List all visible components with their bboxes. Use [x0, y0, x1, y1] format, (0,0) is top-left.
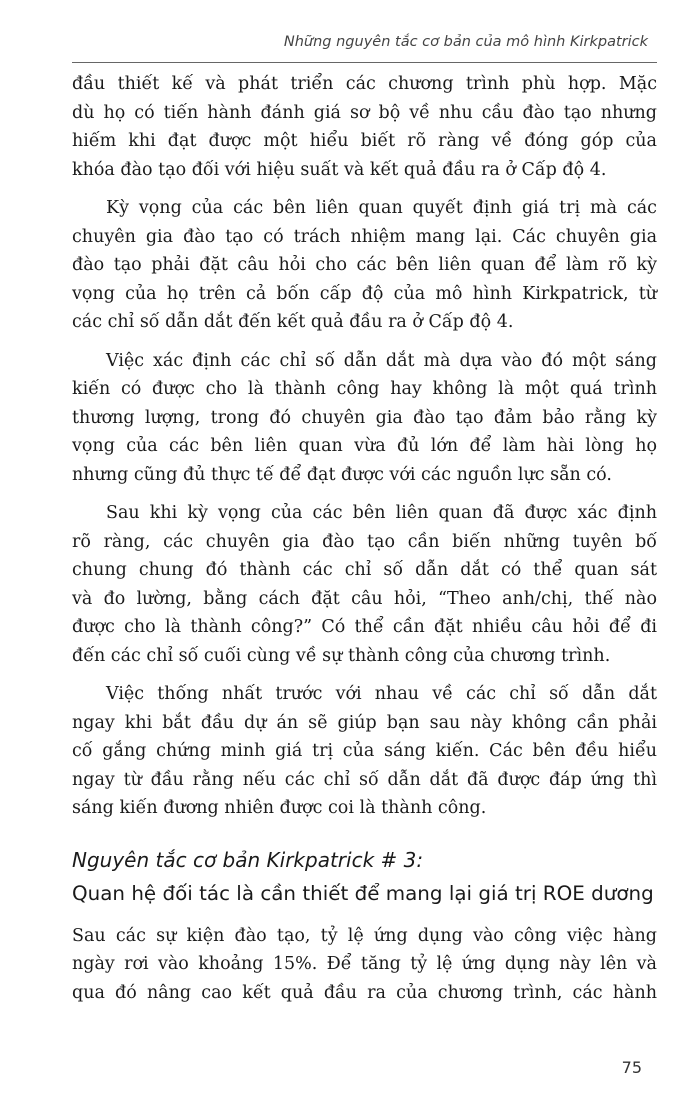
text-line: vọng của các bên liên quan vừa đủ lớn để làm hài lòng họ	[72, 436, 657, 456]
text-line: các chỉ số dẫn dắt đến kết quả đầu ra ở Cấp độ 4.	[72, 312, 514, 332]
heading-subtitle: Quan hệ đối tác là cần thiết để mang lại giá trị ROE dương	[72, 881, 654, 905]
paragraph-2	[72, 194, 657, 337]
text-line: chung chung đó thành các chỉ số dẫn dắt có thể quan sát	[72, 560, 657, 580]
page-body	[72, 70, 657, 1017]
text-line: đào tạo phải đặt câu hỏi cho các bên liên quan để làm rõ kỳ	[72, 255, 657, 275]
text-line: đầu thiết kế và phát triển các chương trình phù hợp. Mặc	[72, 74, 657, 94]
text-line: và đo lường, bằng cách đặt câu hỏi, “Theo anh/chị, thế nào	[72, 588, 657, 609]
text-line: Việc thống nhất trước với nhau về các chỉ số dẫn dắt	[106, 684, 657, 704]
text-line: được cho là thành công?” Có thể cần đặt nhiều câu hỏi để đi	[72, 617, 657, 637]
paragraph-3	[72, 347, 657, 490]
section-heading	[72, 844, 657, 910]
text-line: Sau khi kỳ vọng của các bên liên quan đã được xác định	[106, 503, 657, 523]
paragraph-5	[72, 680, 657, 823]
text-line: kiến có được cho là thành công hay không là một quá trình	[72, 379, 657, 399]
text-line: hiếm khi đạt được một hiểu biết rõ ràng về đóng góp của	[72, 131, 657, 151]
text-line: ngày rơi vào khoảng 15%. Để tăng tỷ lệ ứng dụng này lên và	[72, 954, 657, 974]
text-line: vọng của họ trên cả bốn cấp độ của mô hình Kirkpatrick, từ	[72, 283, 657, 304]
text-line: sáng kiến đương nhiên được coi là thành công.	[72, 798, 487, 818]
text-line: cố gắng chứng minh giá trị của sáng kiến. Các bên đều hiểu	[72, 741, 657, 761]
text-line: chuyên gia đào tạo có trách nhiệm mang lại. Các chuyên gia	[72, 226, 657, 247]
text-line: khóa đào tạo đối với hiệu suất và kết quả đầu ra ở Cấp độ 4.	[72, 159, 607, 180]
text-line: dù họ có tiến hành đánh giá sơ bộ về nhu cầu đào tạo nhưng	[72, 102, 657, 123]
running-header: Những nguyên tắc cơ bản của mô hình Kirkpatrick	[283, 34, 648, 50]
page-number: 75	[621, 1058, 642, 1077]
text-line: ngay từ đầu rằng nếu các chỉ số dẫn dắt đã được đáp ứng thì	[72, 769, 657, 790]
paragraph-1	[72, 70, 657, 184]
text-line: rõ ràng, các chuyên gia đào tạo cần biến những tuyên bố	[72, 531, 657, 552]
header-rule	[72, 62, 657, 63]
text-line: Kỳ vọng của các bên liên quan quyết định giá trị mà các	[106, 198, 657, 218]
paragraph-4	[72, 499, 657, 670]
text-line: nhưng cũng đủ thực tế để đạt được với các nguồn lực sẵn có.	[72, 464, 612, 485]
text-line: Sau các sự kiện đào tạo, tỷ lệ ứng dụng vào công việc hàng	[72, 925, 657, 946]
heading-title: Nguyên tắc cơ bản Kirkpatrick # 3:	[72, 847, 424, 872]
text-line: Việc xác định các chỉ số dẫn dắt mà dựa vào đó một sáng	[106, 350, 657, 371]
text-line: đến các chỉ số cuối cùng về sự thành công của chương trình.	[72, 645, 611, 666]
text-line: ngay khi bắt đầu dự án sẽ giúp bạn sau này không cần phải	[72, 712, 657, 733]
text-line: qua đó nâng cao kết quả đầu ra của chương trình, các hành	[72, 982, 657, 1003]
text-line: thương lượng, trong đó chuyên gia đào tạo đảm bảo rằng kỳ	[72, 407, 657, 428]
paragraph-6	[72, 922, 657, 1008]
